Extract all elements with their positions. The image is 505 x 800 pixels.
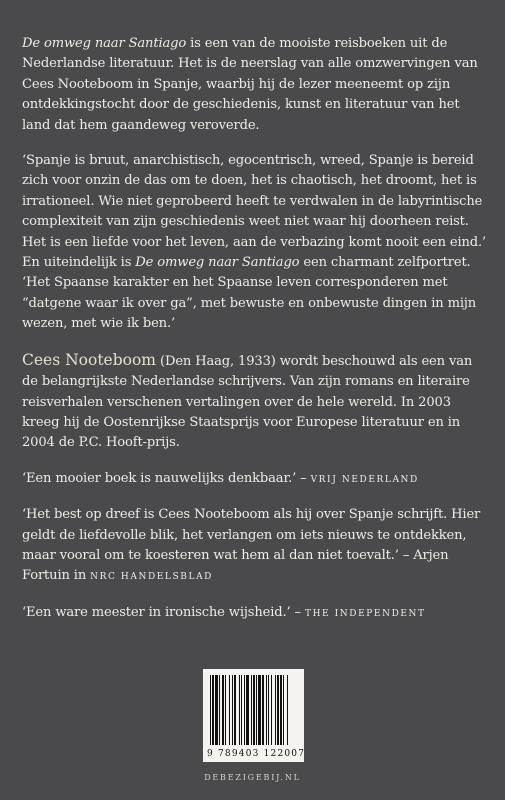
review-quote: ‘Een mooier boek is nauwelijks denkbaar.’ –	[22, 470, 311, 486]
barcode-bar	[234, 675, 236, 745]
barcode-bar	[277, 675, 279, 745]
author-bio	[22, 350, 490, 454]
isbn-barcode	[203, 669, 304, 762]
book-title-italic: De omweg naar Santiago	[22, 36, 187, 51]
barcode-bar	[268, 675, 269, 745]
barcode-bar	[239, 675, 240, 745]
quote-text-part2: een charmant zelfportret. ‘Het Spaanse karakter en het Spaanse leven corresponderen met “datgene waar ik over ga”, met bewuste en onbewuste dingen in mijn wezen, met wie ik ben.’	[22, 255, 477, 332]
barcode-bar	[244, 675, 245, 745]
review-2	[22, 505, 490, 588]
barcode-bar	[215, 675, 218, 745]
review-3	[22, 603, 490, 624]
barcode-bar	[232, 675, 233, 745]
quote-text-part1: ‘Spanje is bruut, anarchistisch, egocentrisch, wreed, Spanje is bereid zich voor onzin de das om te doen, het is chaotisch, het droomt, het is irrationeel. Wie niet geprobeerd heeft te verdwalen in de labyrintische complexiteit van zijn geschiedenis weet niet waar hij doorheen reist. Het is een liefde voor het leven, aan de verbazing komt nooit een eind.’ En uiteindelijk is	[22, 153, 487, 271]
barcode-bar	[241, 675, 242, 745]
review-quote: ‘Een ware meester in ironische wijsheid.’ –	[22, 604, 305, 620]
barcode-bar	[266, 675, 267, 745]
barcode-bar	[262, 675, 264, 745]
barcode-bar	[222, 675, 224, 745]
intro-text: is een van de mooiste reisboeken uit de Nederlandse literatuur. Het is de neerslag van alle omzwervingen van Cees Nooteboom in Spanje, waarbij hij de lezer meeneemt op zijn ontdekkingstocht door de geschiedenis, kunst en literatuur van het land dat hem gaandeweg veroverde.	[22, 36, 478, 133]
review-source: VRIJ NEDERLAND	[310, 474, 419, 485]
barcode-bar	[210, 675, 211, 745]
publisher-website: DEBEZIGEBIJ.NL	[204, 773, 301, 782]
barcode-bar	[246, 675, 249, 745]
barcode-bar	[251, 675, 252, 745]
barcode-bar	[253, 675, 255, 745]
barcode-bar	[280, 675, 282, 745]
barcode-bar	[271, 675, 272, 745]
intro-paragraph	[22, 34, 490, 136]
barcode-bar	[256, 675, 257, 745]
barcode-bars	[210, 675, 297, 745]
author-name: Cees Nooteboom	[22, 350, 156, 369]
barcode-bar	[225, 675, 226, 745]
review-quote: ‘Het best op dreef is Cees Nooteboom als hij over Spanje schrijft. Hier geldt de liefdevolle blik, het verlangen om iets nieuws te ontdekken, maar vooral om te koesteren wat hem al dan niet toevalt.’ – Arjen Fortuin in	[22, 507, 481, 584]
author-bio-text: (Den Haag, 1933) wordt beschouwd als een van de belangrijkste Nederlandse schrijvers. Van zijn romans en literaire reisverhalen verschenen vertalingen over de hele wereld. In 2003 kreeg hij de Oostenrijkse Staatsprijs voor Europese literatuur en in 2004 de P.C. Hooft-prijs.	[22, 353, 473, 451]
review-source: THE INDEPENDENT	[304, 608, 426, 619]
review-1	[22, 469, 490, 490]
barcode-bar	[275, 675, 276, 745]
barcode-bar	[219, 675, 220, 745]
barcode-bar	[287, 675, 288, 745]
barcode-bar	[229, 675, 230, 745]
barcode-bar	[212, 675, 214, 745]
book-title-italic-2: De omweg naar Santiago	[135, 255, 300, 271]
review-source: NRC HANDELSBLAD	[90, 572, 213, 583]
back-cover-text	[22, 34, 490, 639]
quote-paragraph	[22, 151, 490, 335]
isbn-digits: 9 789403 122007	[207, 749, 306, 759]
barcode-bar	[283, 675, 284, 745]
barcode-bar	[258, 675, 261, 745]
